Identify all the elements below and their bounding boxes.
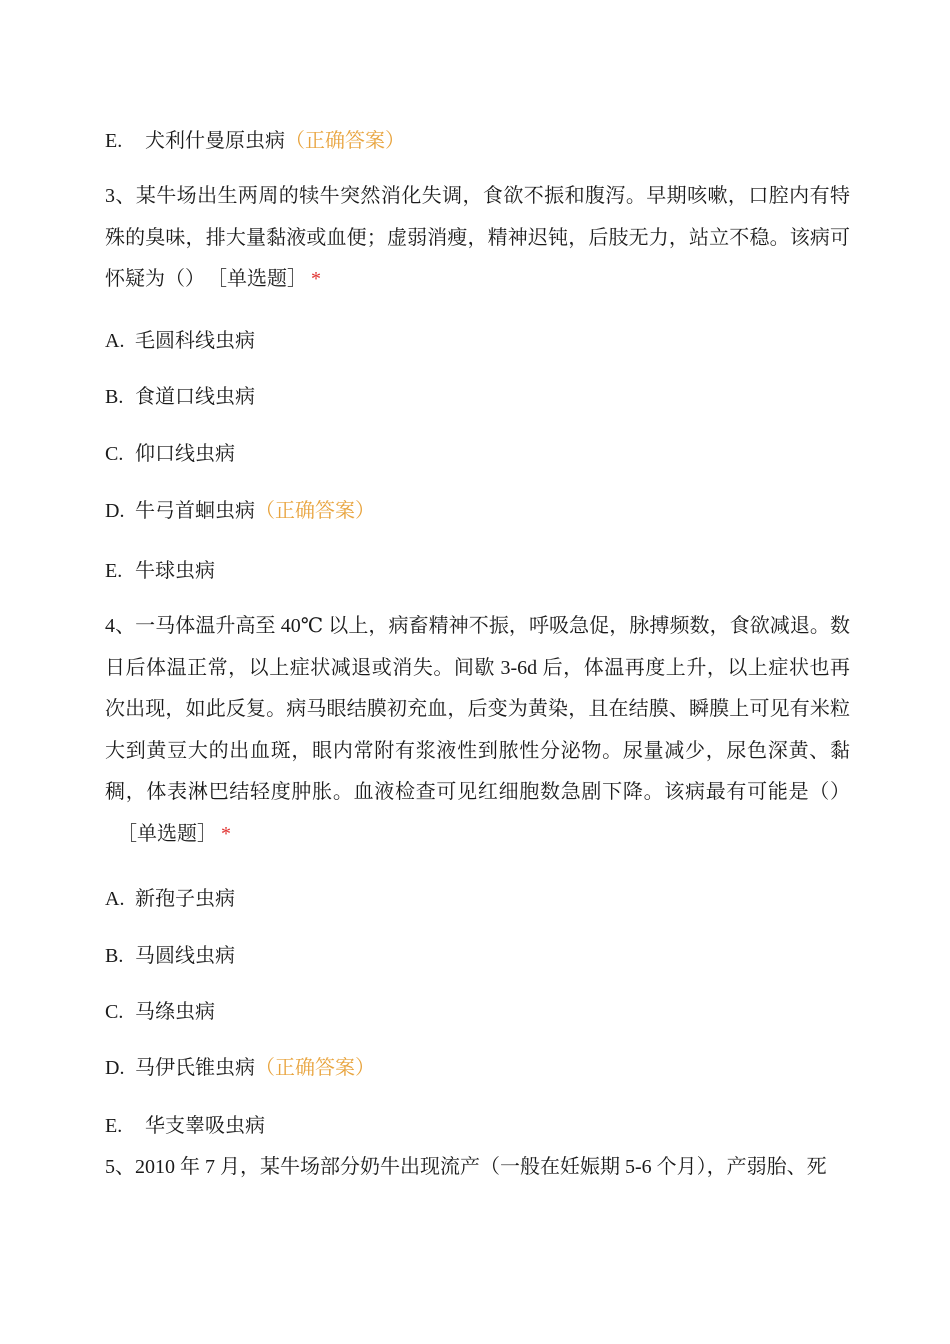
option-letter: C. xyxy=(105,443,124,465)
option-text: 新孢子虫病 xyxy=(135,888,235,910)
correct-answer-tag: （正确答案） xyxy=(285,130,405,152)
option-letter: D. xyxy=(105,1057,125,1079)
option-e-prev[interactable] xyxy=(105,127,405,155)
option-letter: B. xyxy=(105,945,124,967)
q3-option-d[interactable] xyxy=(105,497,375,525)
option-letter: E. xyxy=(105,130,123,152)
q3-option-e[interactable] xyxy=(105,557,215,585)
option-letter: A. xyxy=(105,888,125,910)
option-letter: E. xyxy=(105,560,123,582)
option-text: 牛球虫病 xyxy=(135,560,215,582)
option-text: 马绦虫病 xyxy=(135,1001,215,1023)
question-type: ［单选题］ xyxy=(217,268,307,290)
q4-option-e[interactable] xyxy=(105,1112,265,1140)
question-type: ［单选题］ xyxy=(117,822,217,845)
q4-option-d[interactable] xyxy=(105,1054,375,1082)
option-text: 毛圆科线虫病 xyxy=(135,330,255,352)
question-5 xyxy=(105,1153,827,1181)
option-text: 犬利什曼原虫病 xyxy=(145,130,285,152)
q3-option-b[interactable] xyxy=(105,383,255,411)
option-letter: E. xyxy=(105,1115,123,1137)
option-letter: C. xyxy=(105,1001,124,1023)
correct-answer-tag: （正确答案） xyxy=(255,500,375,522)
q4-option-c[interactable] xyxy=(105,998,215,1026)
option-letter: B. xyxy=(105,386,124,408)
q3-option-c[interactable] xyxy=(105,440,235,468)
q3-option-a[interactable] xyxy=(105,327,255,355)
option-text: 仰口线虫病 xyxy=(135,443,235,465)
question-stem: 3、某牛场出生两周的犊牛突然消化失调，食欲不振和腹泻。早期咳嗽，口腔内有特殊的臭味，排大量黏液或血便；虚弱消瘦，精神迟钝，后肢无力，站立不稳。该病可怀疑为（） xyxy=(105,185,850,290)
option-letter: A. xyxy=(105,330,125,352)
option-letter: D. xyxy=(105,500,125,522)
correct-answer-tag: （正确答案） xyxy=(255,1057,375,1079)
question-4 xyxy=(105,606,850,855)
option-text: 马伊氏锥虫病 xyxy=(135,1057,255,1079)
question-stem: 4、一马体温升高至 40℃ 以上，病畜精神不振，呼吸急促，脉搏频数，食欲减退。数日后体温正常，以上症状减退或消失。间歇 3-6d 后，体温再度上升，以上症状也再次出现，如此反复。病马眼结膜初充血，后变为黄染，且在结膜、瞬膜上可见有米粒大到黄豆大的出血斑，眼内常附有浆液性到脓性分泌物。尿量减少，尿色深黄、黏稠，体表淋巴结轻度肿胀。血液检查可见红细胞数急剧下降。该病最有可能是（） xyxy=(105,615,850,803)
option-text: 华支睾吸虫病 xyxy=(145,1115,265,1137)
question-stem: 5、2010 年 7 月，某牛场部分奶牛出现流产（一般在妊娠期 5-6 个月），产弱胎、死 xyxy=(105,1156,827,1178)
q4-option-b[interactable] xyxy=(105,942,235,970)
question-3 xyxy=(105,176,850,301)
option-text: 马圆线虫病 xyxy=(135,945,235,967)
option-text: 食道口线虫病 xyxy=(135,386,255,408)
option-text: 牛弓首蛔虫病 xyxy=(135,500,255,522)
required-mark: * xyxy=(221,822,231,845)
q4-option-a[interactable] xyxy=(105,885,235,913)
required-mark: * xyxy=(311,268,321,290)
